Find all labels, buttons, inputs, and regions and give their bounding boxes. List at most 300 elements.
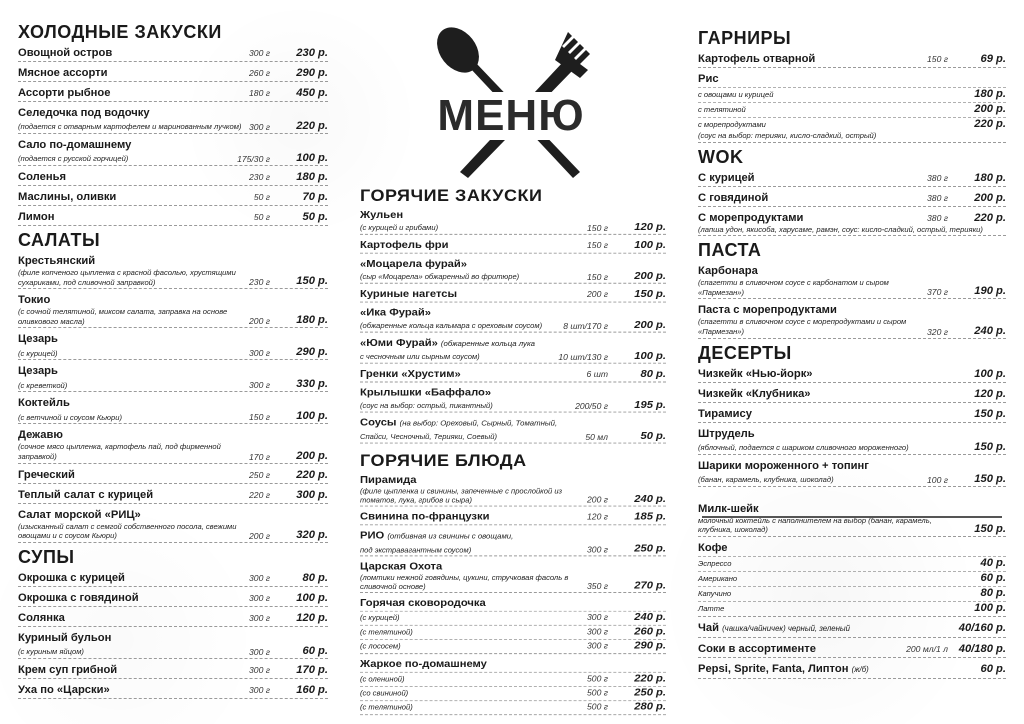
item-weight: 220 г [249, 489, 270, 500]
variant-price: 220 р. [634, 673, 666, 685]
item-name [18, 631, 328, 645]
item-name [18, 332, 328, 346]
menu-item [360, 657, 666, 715]
item-variant-row [360, 639, 666, 652]
item-name [360, 416, 666, 430]
item-row [18, 631, 328, 645]
menu-item [360, 510, 666, 526]
item-weight: 350 г [587, 582, 608, 592]
section-title: ХОЛОДНЫЕ ЗАКУСКИ [18, 22, 222, 42]
item-name-text: Штрудель [698, 427, 755, 440]
item-name-text: Селедочка под водочку [18, 107, 150, 119]
menu-section [360, 186, 666, 444]
item-weight: 300 г [249, 664, 270, 675]
item-name-text: Цезарь [18, 333, 58, 346]
item-name [360, 367, 587, 380]
item-row [698, 427, 1006, 441]
item-weight: 50 г [253, 192, 270, 202]
variant-price: 240 р. [634, 612, 666, 624]
section-title: СУПЫ [18, 546, 75, 567]
variant-weight: 500 г [587, 674, 608, 684]
item-inline-note: (чашка/чайничек) черный, зеленый [722, 623, 850, 633]
item-weight: 6 шт [586, 369, 608, 379]
item-row [360, 658, 666, 671]
menu-section [18, 230, 328, 543]
item-description: (филе цыпленка и свинины, запеченные с прослойкой из томатов, лука, грибов и сыра) [360, 486, 563, 505]
item-name [18, 170, 249, 184]
menu-item [698, 366, 1006, 383]
item-name [360, 597, 666, 610]
item-weight: 230 г [249, 277, 270, 288]
item-description: (изысканный салат с семгой собственного посола, свежими овощами и с соусом Кьюри) [18, 521, 237, 541]
item-name-text: С говядиной [698, 191, 769, 204]
item-variant-row [360, 686, 666, 699]
item-price: 40/160 р. [958, 621, 1006, 634]
item-name-text: С морепродуктами [698, 211, 804, 224]
item-name-text: Жаркое по-домашнему [360, 659, 487, 671]
item-name [18, 488, 249, 502]
item-name-text: Свинина по-французки [360, 511, 490, 523]
menu-item [360, 238, 666, 254]
item-weight: 150 г [927, 54, 948, 64]
item-row [698, 407, 1006, 421]
item-weight: 300 г [587, 545, 608, 555]
variant-price: 220 р. [974, 118, 1006, 130]
variant-label: Эспрессо [698, 558, 732, 568]
item-name [698, 52, 927, 66]
section-title: ГАРНИРЫ [698, 28, 792, 48]
section-title: WOK [698, 146, 744, 167]
item-name [360, 306, 666, 319]
item-name [18, 663, 249, 677]
item-weight: 300 г [249, 646, 270, 657]
item-price: 100 р. [634, 350, 666, 362]
menu-section [698, 501, 1006, 679]
variant-price: 290 р. [634, 640, 666, 652]
item-price: 220 р. [974, 211, 1006, 224]
item-variant-row [360, 672, 666, 685]
item-name-text: Горячая сковородочка [360, 598, 486, 610]
item-name [698, 502, 1006, 516]
item-row [360, 306, 666, 319]
item-price: 150 р. [974, 407, 1006, 420]
item-name-text: Лимон [18, 211, 55, 223]
item-name-text: Картофель фри [360, 239, 449, 251]
item-row [698, 662, 1006, 677]
item-row [18, 106, 328, 120]
item-price: 40/180 р. [958, 642, 1006, 655]
item-name [18, 293, 328, 307]
item-row [360, 474, 666, 487]
item-name-text: Мясное ассорти [18, 67, 108, 79]
item-desc-row [18, 522, 328, 541]
item-weight: 380 г [927, 192, 948, 203]
item-weight: 200/50 г [575, 401, 608, 411]
item-price: 180 р. [296, 171, 328, 183]
menu-item [360, 366, 666, 382]
variant-label: с овощами и курицей [698, 90, 774, 99]
item-name [698, 72, 1006, 86]
item-name [18, 571, 249, 585]
variant-price: 250 р. [634, 687, 666, 699]
variant-label: (с лососем) [360, 642, 401, 651]
menu-section [698, 28, 1006, 143]
item-name [698, 459, 1006, 473]
item-name [18, 210, 254, 224]
item-name-text: Салат морской «РИЦ» [18, 508, 141, 521]
item-row [360, 257, 666, 270]
menu-item [698, 51, 1006, 68]
variant-price: 60 р. [980, 571, 1006, 584]
item-desc-row [698, 278, 1006, 297]
item-description: (сочное мясо цыпленка, картофель пай, под фирменной заправкой) [18, 442, 221, 461]
item-name [18, 611, 249, 625]
item-price: 100 р. [296, 410, 328, 423]
item-desc-row [18, 120, 328, 132]
item-name-text: Окрошка с говядиной [18, 591, 139, 604]
menu-item [18, 590, 328, 607]
menu-item [18, 395, 328, 424]
item-name-text: Крем суп грибной [18, 663, 118, 676]
menu-item [698, 386, 1006, 403]
item-desc-row [698, 317, 1006, 336]
item-row [360, 386, 666, 399]
menu-section [360, 451, 666, 715]
item-name [360, 560, 666, 573]
item-description: (спагетти в сливочном соусе с карбонатом и сыром «Пармезан») [698, 278, 889, 297]
item-name [360, 386, 666, 399]
item-name-text: Куриные нагетсы [360, 288, 458, 300]
item-variant-row [698, 556, 1006, 570]
menu-item [18, 487, 328, 504]
item-description: (соус на выбор: острый, пикантный) [360, 401, 493, 411]
item-price: 150 р. [296, 275, 328, 288]
item-price: 240 р. [634, 493, 666, 505]
menu-item [360, 415, 666, 443]
item-weight: 300 г [249, 122, 270, 132]
menu-item [698, 501, 1006, 537]
item-desc-row [360, 350, 666, 361]
item-name-text: Дежавю [18, 429, 63, 442]
item-name [18, 46, 249, 60]
menu-item [698, 641, 1006, 658]
item-weight: 300 г [249, 348, 270, 359]
item-row [18, 571, 328, 585]
item-name-text: Картофель отварной [698, 53, 816, 65]
item-desc-row [360, 430, 666, 441]
item-row [698, 72, 1006, 86]
item-row [698, 621, 1006, 636]
variant-label: с морепродуктами [698, 120, 766, 129]
item-name [360, 510, 587, 523]
item-price: 220 р. [296, 468, 328, 481]
variant-price: 40 р. [980, 556, 1006, 569]
item-price: 290 р. [296, 67, 328, 79]
middle-column [360, 186, 666, 718]
menu-section [698, 147, 1006, 237]
item-desc-row [360, 271, 666, 282]
variant-label: (с курицей) [360, 614, 400, 623]
item-name-text: Коктейль [18, 397, 70, 410]
item-row [18, 46, 328, 60]
item-name [698, 662, 948, 677]
item-row [18, 683, 328, 697]
item-weight: 380 г [927, 212, 948, 223]
item-row [18, 508, 328, 522]
menu-item [18, 467, 328, 484]
variant-label: с телятиной [698, 105, 746, 114]
item-inline-note: (отбивная из свинины с овощами, [387, 532, 514, 541]
item-row [360, 239, 666, 252]
variant-label: Капучино [698, 588, 732, 598]
item-name [18, 254, 328, 268]
item-name-text: «Моцарела фурай» [360, 258, 467, 270]
item-name [698, 303, 1006, 317]
item-description: (обжаренные кольца кальмара с ореховым соусом) [360, 321, 543, 331]
item-weight: 8 шт/170 г [563, 321, 608, 331]
item-variant-row [698, 586, 1006, 600]
menu-item [18, 682, 328, 699]
item-desc-row [360, 573, 666, 591]
item-name-text: Крылышки «Баффало» [360, 387, 492, 399]
item-desc-row [18, 378, 328, 390]
item-row [360, 529, 666, 543]
item-row [18, 468, 328, 482]
variant-price: 280 р. [634, 701, 666, 713]
item-row [18, 663, 328, 677]
item-desc-row [18, 268, 328, 287]
item-price: 120 р. [634, 221, 666, 233]
item-name [698, 171, 927, 185]
item-row [18, 396, 328, 410]
item-inline-note: (ж/б) [851, 664, 869, 674]
item-weight: 300 г [249, 592, 270, 603]
menu-item [18, 570, 328, 587]
section-title: ГОРЯЧИЕ БЛЮДА [360, 451, 527, 470]
variant-weight: 300 г [587, 613, 608, 623]
item-name-text: Пирамида [360, 474, 417, 486]
item-name [18, 468, 249, 482]
item-desc-row [18, 410, 328, 422]
item-weight: 50 г [253, 212, 270, 222]
menu-section [18, 22, 328, 226]
menu-item [18, 65, 328, 82]
item-inline-note: (на выбор: Ореховый, Сырный, Томатный, [399, 419, 558, 428]
item-name [360, 658, 666, 671]
menu-item [18, 331, 328, 360]
item-row [698, 171, 1006, 185]
item-weight: 170 г [249, 451, 270, 462]
menu-item [18, 169, 328, 186]
item-name [698, 541, 1006, 555]
item-name-text: «Ика Фурай» [360, 307, 431, 319]
item-variant-row [698, 117, 1006, 131]
item-description: (спагетти в сливочном соусе с морепродуктами и сыром «Пармезан») [698, 317, 907, 336]
item-row [698, 541, 1006, 555]
menu-item [698, 263, 1006, 299]
item-price: 150 р. [974, 440, 1006, 453]
item-row [18, 190, 328, 204]
menu-item [18, 630, 328, 659]
item-name [360, 336, 666, 350]
item-price: 185 р. [634, 511, 666, 523]
item-name [698, 191, 927, 205]
item-name-text: Токио [18, 294, 51, 307]
variant-weight: 300 г [587, 641, 608, 651]
item-name [18, 508, 328, 522]
variant-price: 100 р. [974, 601, 1006, 614]
item-name-text: РИО [360, 530, 385, 542]
variant-weight: 500 г [587, 688, 608, 698]
item-name [18, 106, 328, 120]
item-weight: 200 г [249, 530, 270, 541]
item-weight: 300 г [249, 380, 270, 391]
item-name-text: Маслины, оливки [18, 191, 117, 203]
item-name [360, 529, 666, 543]
item-row [18, 170, 328, 184]
item-price: 80 р. [302, 571, 328, 584]
item-weight: 200 г [587, 289, 608, 299]
menu-item [698, 170, 1006, 187]
item-row [698, 642, 1006, 656]
variant-label: (с телятиной) [360, 703, 413, 712]
item-description: (ломтики нежной говядины, цукини, стручковая фасоль в сливочной основе) [360, 573, 569, 591]
item-description: (соус на выбор: терияки, кисло-сладкий, острый) [698, 131, 877, 140]
item-price: 320 р. [296, 528, 328, 541]
item-desc-row [18, 346, 328, 358]
menu-item [360, 596, 666, 654]
item-weight: 150 г [587, 240, 608, 250]
variant-price: 80 р. [980, 586, 1006, 599]
item-name-text: Теплый салат с курицей [18, 488, 154, 501]
item-weight: 300 г [249, 572, 270, 583]
variant-weight: 500 г [587, 702, 608, 712]
item-row [698, 367, 1006, 381]
item-name-text: Овощной остров [18, 47, 113, 59]
item-row [18, 66, 328, 80]
menu-item [698, 406, 1006, 423]
item-name [698, 427, 1006, 441]
item-variant-row [698, 601, 1006, 615]
item-price: 150 р. [974, 472, 1006, 485]
item-name [360, 209, 666, 222]
item-name [698, 642, 906, 656]
item-weight: 150 г [587, 272, 608, 282]
item-name [698, 407, 948, 421]
item-price: 200 р. [634, 270, 666, 282]
item-row [360, 560, 666, 573]
item-name [360, 257, 666, 270]
item-row [18, 591, 328, 605]
menu-item [18, 507, 328, 543]
item-weight: 300 г [249, 612, 270, 623]
menu-item [18, 189, 328, 206]
item-price: 290 р. [296, 346, 328, 359]
item-variant-row [698, 87, 1006, 101]
menu-item [360, 473, 666, 507]
item-desc-row [18, 645, 328, 657]
item-row [360, 597, 666, 610]
item-price: 270 р. [634, 580, 666, 592]
item-name-text: С курицей [698, 171, 755, 184]
item-row [698, 303, 1006, 317]
menu-item [18, 105, 328, 134]
menu-section [698, 240, 1006, 338]
variant-label: Американо [698, 573, 738, 583]
item-description: (филе копченого цыпленка с красной фасолью, хрустящими сухариками, под сливочной заправкой) [18, 268, 236, 287]
variant-price: 200 р. [974, 103, 1006, 115]
item-weight: 230 г [249, 172, 270, 182]
item-weight: 120 г [587, 512, 608, 522]
item-name [698, 264, 1006, 278]
item-row [18, 293, 328, 307]
item-row [698, 211, 1006, 225]
item-name-text: Милк-шейк [698, 502, 759, 515]
item-name [18, 66, 249, 80]
item-row [18, 86, 328, 100]
item-description: (подается с русской горчицей) [18, 154, 129, 164]
item-price: 200 р. [974, 191, 1006, 204]
item-weight: 150 г [249, 412, 270, 423]
section-divider [702, 516, 1002, 518]
item-row [360, 416, 666, 430]
menu-item [18, 209, 328, 226]
item-weight: 10 шт/130 г [558, 352, 608, 362]
item-price: 100 р. [974, 367, 1006, 380]
item-description: (подается с отварным картофелем и маринованным лучком) [18, 122, 242, 132]
item-name-text: Соленья [18, 171, 66, 183]
item-name-text: Царская Охота [360, 561, 443, 573]
item-row [18, 138, 328, 152]
menu-item [18, 137, 328, 166]
item-price: 190 р. [974, 285, 1006, 298]
item-name-text: Соусы [360, 417, 397, 429]
menu-item [698, 210, 1006, 237]
variant-label: (с олениной) [360, 675, 405, 684]
item-row [360, 510, 666, 523]
item-name [698, 367, 948, 381]
item-name-text: Ассорти рыбное [18, 87, 111, 99]
item-price: 220 р. [296, 120, 328, 132]
item-price: 180 р. [296, 314, 328, 327]
item-name [18, 86, 249, 100]
item-price: 250 р. [634, 543, 666, 555]
item-row [18, 611, 328, 625]
item-name-text: Рис [698, 73, 719, 85]
item-description: (с курицей) [18, 348, 58, 358]
item-price: 180 р. [974, 171, 1006, 184]
item-inline-note: (обжаренные кольца лука [440, 339, 535, 348]
item-name-text: Греческий [18, 468, 75, 481]
item-name-text: Чай [698, 621, 719, 634]
item-name-text: Чизкейк «Нью-йорк» [698, 367, 813, 380]
item-name-text: Жульен [360, 209, 404, 221]
menu-item [18, 85, 328, 102]
menu-item [360, 559, 666, 593]
item-name-text: Куриный бульон [18, 631, 112, 644]
item-weight: 50 мл [585, 432, 608, 442]
item-description: (сыр «Моцарела» обжаренный во фритюре) [360, 272, 520, 282]
item-name-text: Карбонара [698, 265, 758, 278]
right-column [698, 28, 1006, 682]
item-weight: 200 г [249, 316, 270, 327]
item-row [698, 502, 1006, 516]
item-description: Спайси, Чесночный, Терияки, Соевый) [360, 432, 497, 442]
item-row [698, 264, 1006, 278]
item-weight: 250 г [249, 469, 270, 480]
section-title: ДЕСЕРТЫ [698, 342, 792, 363]
item-name [18, 591, 249, 605]
